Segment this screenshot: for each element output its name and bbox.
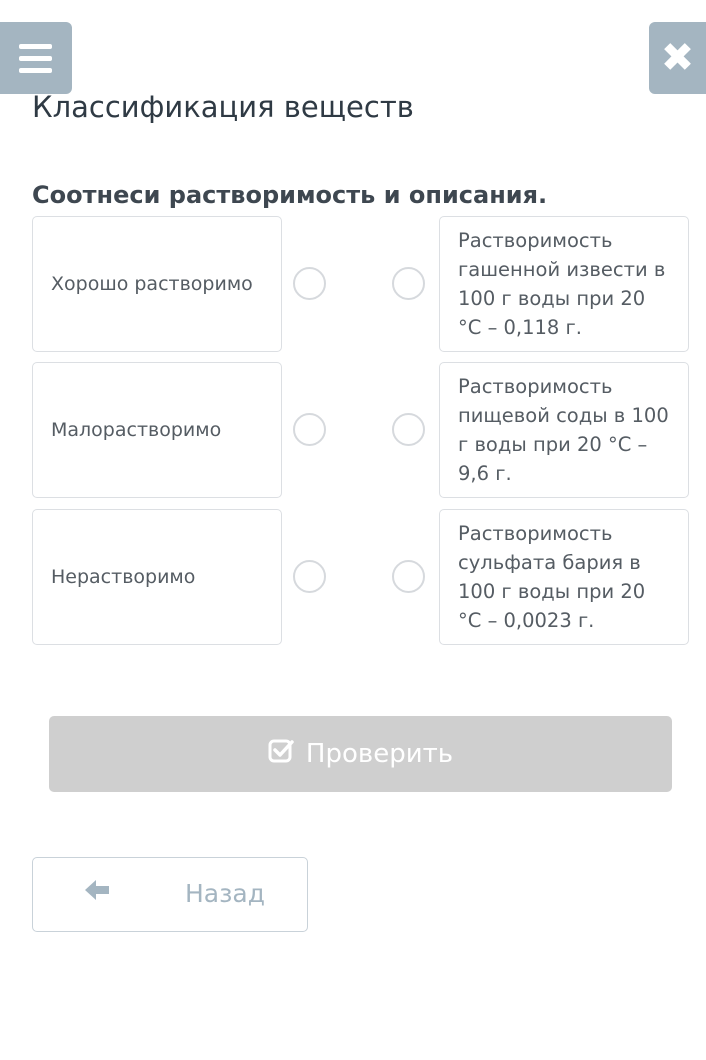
arrow-left-icon: [83, 877, 111, 909]
close-button[interactable]: [649, 22, 706, 94]
right-connector-radio[interactable]: [392, 267, 425, 300]
left-connector-radio[interactable]: [293, 267, 326, 300]
right-item-card[interactable]: [439, 362, 689, 498]
left-item-label: Малорастворимо: [51, 419, 222, 441]
back-button[interactable]: [32, 857, 308, 932]
back-button-label: Назад: [185, 879, 266, 908]
left-item-card[interactable]: [32, 362, 282, 498]
menu-button[interactable]: [0, 22, 72, 94]
right-item-label: Растворимость пищевой соды в 100 г воды при 20 °С – 9,6 г.: [458, 375, 669, 485]
task-instruction: Соотнеси растворимость и описания.: [32, 181, 548, 209]
left-item-label: Хорошо растворимо: [51, 273, 253, 295]
right-item-card[interactable]: [439, 509, 689, 645]
left-item-card[interactable]: [32, 509, 282, 645]
checkbox-check-icon: [268, 738, 294, 771]
right-item-label: Растворимость гашенной извести в 100 г воды при 20 °С – 0,118 г.: [458, 229, 666, 339]
close-icon: ✖: [660, 35, 695, 81]
left-item-card[interactable]: [32, 216, 282, 352]
check-button-label: Проверить: [305, 739, 454, 769]
right-item-card[interactable]: [439, 216, 689, 352]
right-connector-radio[interactable]: [392, 413, 425, 446]
check-button[interactable]: [49, 716, 672, 792]
left-connector-radio[interactable]: [293, 560, 326, 593]
left-item-label: Нерастворимо: [51, 566, 196, 588]
right-connector-radio[interactable]: [392, 560, 425, 593]
page-title: Классификация веществ: [32, 90, 414, 124]
left-connector-radio[interactable]: [293, 413, 326, 446]
right-item-label: Растворимость сульфата бария в 100 г воды при 20 °С – 0,0023 г.: [458, 522, 646, 632]
